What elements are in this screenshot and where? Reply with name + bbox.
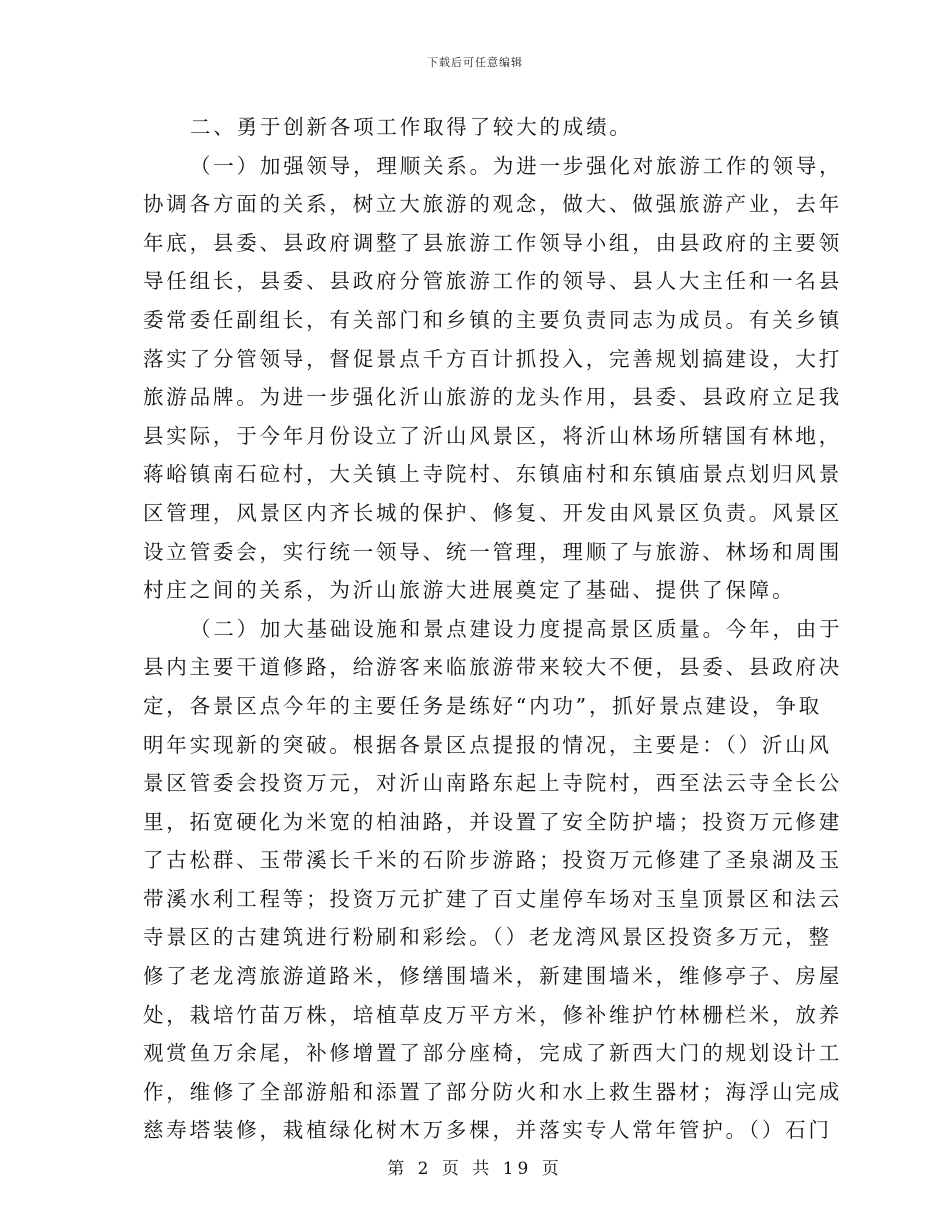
paragraph-line: 作，维修了全部游船和添置了部分防火和水上救生器材；海浮山完成 (143, 1079, 842, 1104)
paragraph-line: 村庄之间的关系，为沂山旅游大进展奠定了基础、提供了保障。 (143, 578, 796, 603)
paragraph-line: 落实了分管领导，督促景点千方百计抓投入，完善规划搞建设，大打 (143, 346, 842, 371)
section-heading: 二、勇于创新各项工作取得了较大的成绩。 (190, 115, 633, 139)
paragraph-line: 处，栽培竹苗万株，培植草皮万平方米，修补维护竹林栅栏米，放养 (143, 1002, 842, 1027)
paragraph-line: 修了老龙湾旅游道路米，修缮围墙米，新建围墙米，维修亭子、房屋 (143, 964, 842, 989)
paragraph-line: 慈寿塔装修，栽植绿化树木万多棵，并落实专人常年管护。（）石门 (143, 1118, 832, 1143)
paragraph-line: 了古松群、玉带溪长千米的石阶步游路；投资万元修建了圣泉湖及玉 (143, 848, 842, 873)
paragraph-line: 蒋峪镇南石砬村，大关镇上寺院村、东镇庙村和东镇庙景点划归风景 (143, 462, 842, 487)
paragraph-line: 年底，县委、县政府调整了县旅游工作领导小组，由县政府的主要领 (143, 230, 842, 255)
paragraph-line: 导任组长，县委、县政府分管旅游工作的领导、县人大主任和一名县 (143, 269, 842, 294)
paragraph-line: 里，拓宽硬化为米宽的柏油路，并设置了安全防护墙；投资万元修建 (143, 809, 842, 834)
paragraph-line: 明年实现新的突破。根据各景区点提报的情况，主要是：（）沂山风 (143, 732, 832, 757)
paragraph-line: 寺景区的古建筑进行粉刷和彩绘。（）老龙湾风景区投资多万元，整 (143, 925, 832, 950)
paragraph-line: 县内主要干道修路，给游客来临旅游带来较大不便，县委、县政府决 (143, 655, 842, 680)
page-number-footer: 第 2 页 共 19 页 (387, 1159, 563, 1179)
paragraph-line: （二）加大基础设施和景点建设力度提高景区质量。今年，由于 (190, 616, 843, 641)
paragraph-line: 协调各方面的关系，树立大旅游的观念，做大、做强旅游产业，去年 (143, 192, 842, 217)
page-header: 下载后可任意编辑 (427, 56, 523, 69)
paragraph-line: （一）加强领导，理顺关系。为进一步强化对旅游工作的领导， (190, 153, 843, 178)
paragraph-line: 景区管委会投资万元，对沂山南路东起上寺院村，西至法云寺全长公 (143, 771, 842, 796)
paragraph-line: 设立管委会，实行统一领导、统一管理，理顺了与旅游、林场和周围 (143, 539, 842, 564)
paragraph-line: 观赏鱼万余尾，补修增置了部分座椅，完成了新西大门的规划设计工 (143, 1041, 842, 1066)
document-body (143, 108, 843, 1150)
paragraph-line: 定，各景区点今年的主要任务是练好“内功”，抓好景点建设，争取 (143, 693, 822, 718)
paragraph-line: 县实际，于今年月份设立了沂山风景区，将沂山林场所辖国有林地， (143, 423, 842, 448)
paragraph-line: 区管理，风景区内齐长城的保护、修复、开发由风景区负责。风景区 (143, 500, 842, 525)
paragraph-line: 委常委任副组长，有关部门和乡镇的主要负责同志为成员。有关乡镇 (143, 307, 842, 332)
paragraph-line: 旅游品牌。为进一步强化沂山旅游的龙头作用，县委、县政府立足我 (143, 385, 842, 410)
paragraph-line: 带溪水利工程等；投资万元扩建了百丈崖停车场对玉皇顶景区和法云 (143, 886, 842, 911)
